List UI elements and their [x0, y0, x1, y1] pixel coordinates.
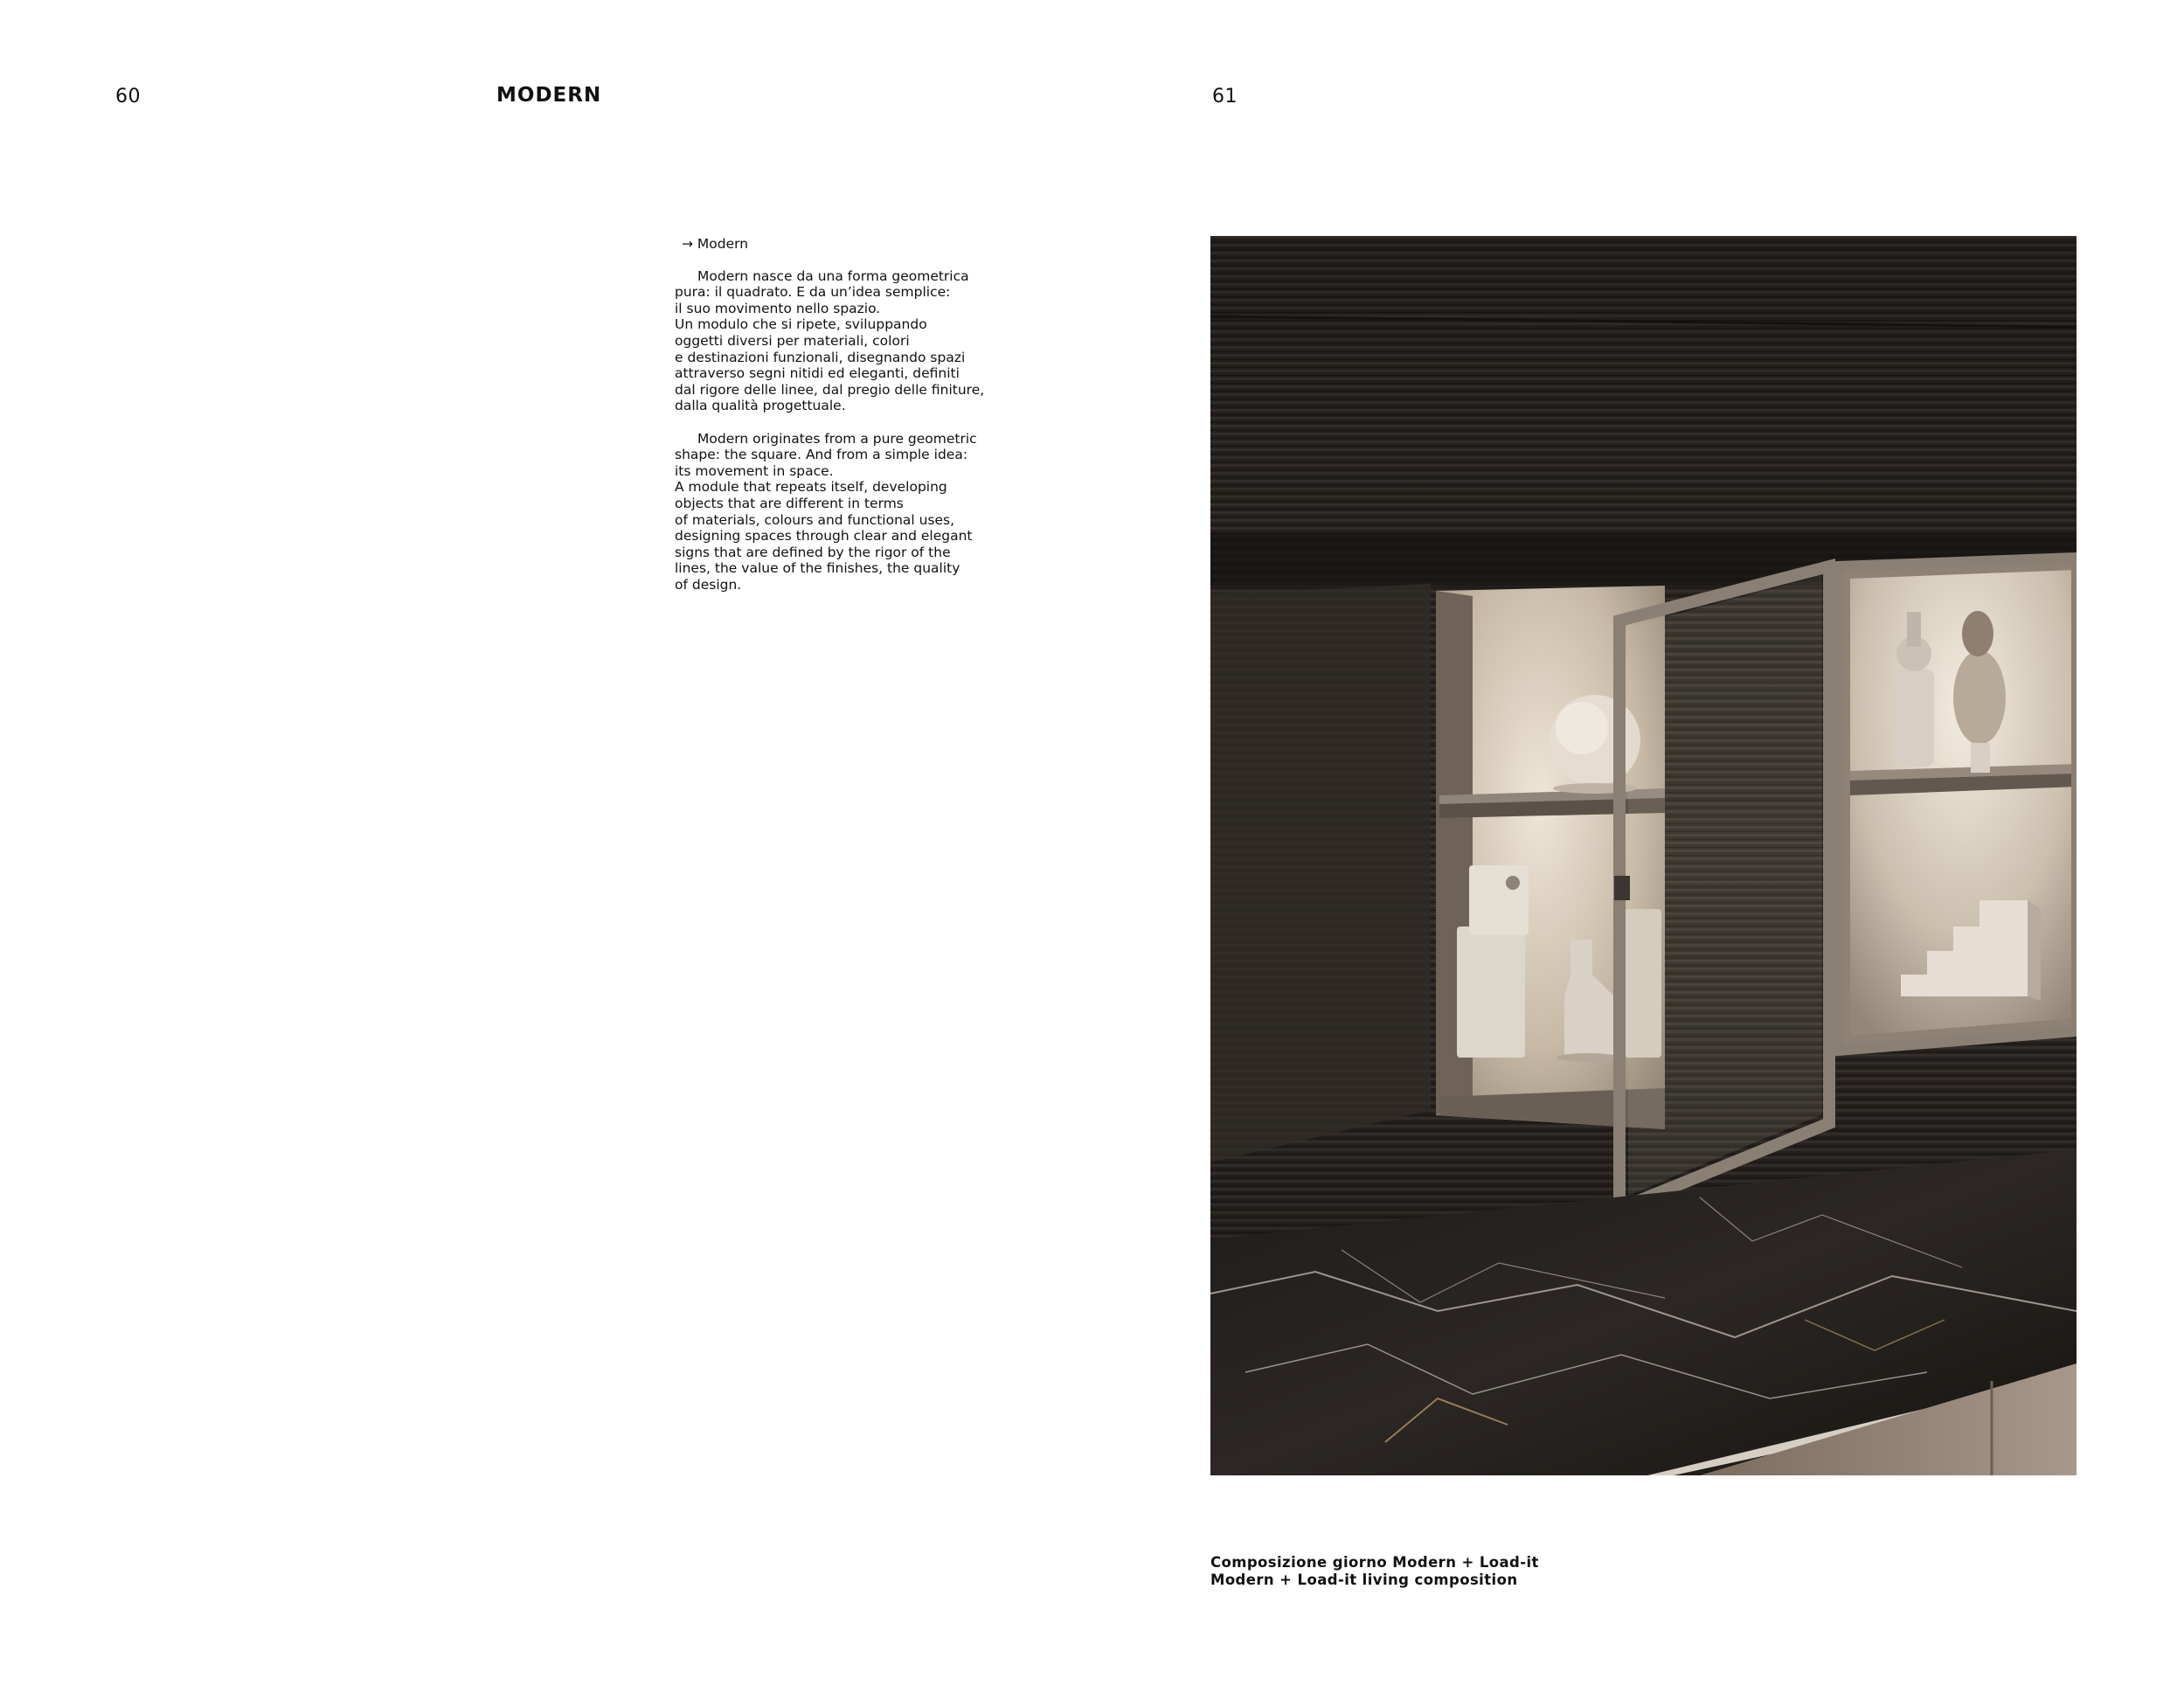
photo-caption	[1210, 1554, 1539, 1589]
italian-paragraph: Modern nasce da una forma geometrica pura: il quadrato. E da un’idea semplice: il suo movimento nello spazio. Un modulo che si ripete, sviluppando oggetti diversi per materiali, colori e destinazioni funzionali, disegnando spazi attraverso segni nitidi ed eleganti, definiti dal rigore delle linee, dal pregio delle finiture, dalla qualità progettuale.	[675, 267, 985, 414]
page-number-right: 61	[1212, 86, 1238, 108]
breadcrumb: → Modern	[682, 236, 749, 252]
page-number-left: 60	[115, 86, 141, 108]
caption-italian: Composizione giorno Modern + Load-it	[1210, 1554, 1539, 1571]
product-photo	[1210, 236, 2077, 1475]
english-paragraph: Modern originates from a pure geometric shape: the square. And from a simple idea: its movement in space. A module that repeats itself, developing objects that are different in terms of materials, colours and functional uses, designing spaces through clear and elegant signs that are defined by the rigor of the lines, the value of the finishes, the quality of design.	[675, 430, 977, 593]
body-text-column	[675, 236, 1007, 593]
section-title: MODERN	[496, 84, 602, 107]
caption-english: Modern + Load-it living composition	[1210, 1572, 1518, 1588]
